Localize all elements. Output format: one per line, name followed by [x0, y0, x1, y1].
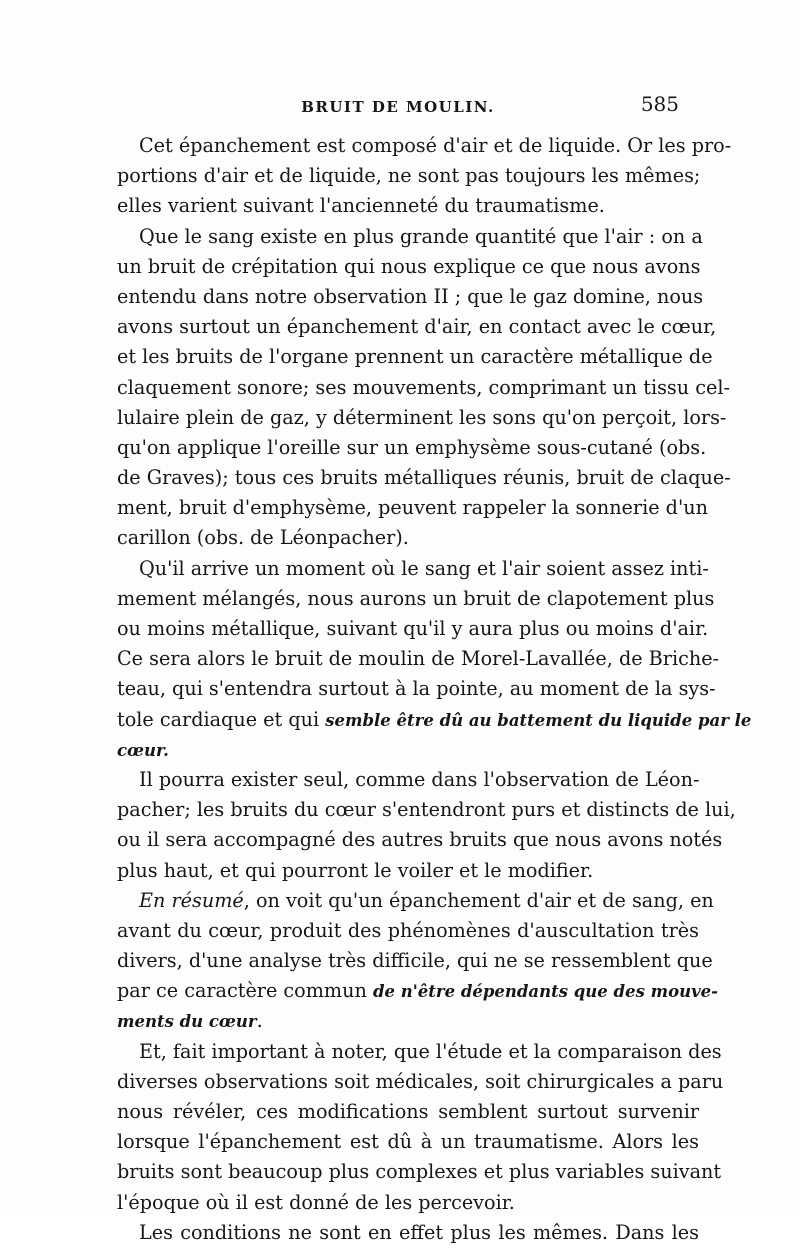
text-line: carillon (obs. de Léonpacher).: [117, 526, 409, 550]
text-line: diverses observations soit médicales, soit chirurgicales a paru: [117, 1069, 724, 1093]
italic-emphasis: ments du cœur: [117, 1012, 257, 1032]
text-line: portions d'air et de liquide, ne sont pas toujours les mêmes;: [117, 164, 701, 188]
text-line: Qu'il arrive un moment où le sang et l'air soient assez inti-: [139, 556, 709, 580]
text-line: lulaire plein de gaz, y déterminent les sons qu'on perçoit, lors-: [117, 405, 727, 429]
text-line: avons surtout un épanchement d'air, en contact avec le cœur,: [117, 315, 717, 339]
italic-emphasis: semble être dû au battement du liquide par le: [325, 710, 752, 730]
text-line: Ce sera alors le bruit de moulin de Morel-Lavallée, de Briche-: [117, 647, 720, 671]
text-line: lorsque l'épanchement est dû à un traumatisme. Alors les: [117, 1130, 699, 1154]
text-line: claquement sonore; ses mouvements, comprimant un tissu cel-: [117, 375, 730, 399]
text-line: ou il sera accompagné des autres bruits que nous avons notés: [117, 828, 723, 852]
page-number: 585: [640, 92, 679, 116]
text-line: ments du cœur.: [117, 1009, 263, 1033]
text-line: pacher; les bruits du cœur s'entendront purs et distincts de lui,: [117, 798, 736, 822]
text-line: mement mélangés, nous aurons un bruit de clapotement plus: [117, 586, 715, 610]
italic-emphasis: En résumé: [139, 888, 244, 912]
italic-emphasis: de n'être dépendants que des mouve-: [372, 982, 719, 1002]
text-line: bruits sont beaucoup plus complexes et plus variables suivant: [117, 1160, 722, 1184]
text-line: Il pourra exister seul, comme dans l'observation de Léon-: [139, 767, 700, 791]
text-line: l'époque où il est donné de les percevoir.: [117, 1190, 515, 1214]
text-line: qu'on applique l'oreille sur un emphysème sous-cutané (obs.: [117, 435, 707, 459]
text-line: ment, bruit d'emphysème, peuvent rappeler la sonnerie d'un: [117, 496, 708, 520]
text-line: En résumé, on voit qu'un épanchement d'air et de sang, en: [139, 888, 714, 912]
italic-emphasis: cœur.: [117, 740, 169, 760]
body-text: [117, 131, 752, 1248]
text-line: Que le sang existe en plus grande quantité que l'air : on a: [139, 224, 703, 248]
text-line: de Graves); tous ces bruits métalliques réunis, bruit de claque-: [117, 466, 731, 490]
text-line: entendu dans notre observation II ; que le gaz domine, nous: [117, 284, 704, 308]
text-line: tole cardiaque et qui semble être dû au battement du liquide par le: [117, 707, 752, 731]
text-line: divers, d'une analyse très difficile, qui ne se ressemblent que: [117, 949, 713, 973]
text-line: Et, fait important à noter, que l'étude et la comparaison des: [139, 1039, 722, 1063]
text-line: elles varient suivant l'ancienneté du traumatisme.: [117, 194, 605, 218]
text-line: [117, 735, 699, 765]
running-head: BRUIT DE MOULIN.: [301, 98, 495, 116]
text-line: ou moins métallique, suivant qu'il y aura plus ou moins d'air.: [117, 617, 709, 640]
text-line: un bruit de crépitation qui nous explique ce que nous avons: [117, 254, 701, 278]
text-line: et les bruits de l'organe prennent un caractère métallique de: [117, 345, 713, 369]
text-line: Les conditions ne sont en effet plus les mêmes. Dans les: [139, 1220, 699, 1244]
text-line: plus haut, et qui pourront le voiler et le modifier.: [117, 858, 594, 882]
page-header: [117, 92, 679, 120]
text-line: par ce caractère commun de n'être dépendants que des mouve-: [117, 979, 719, 1003]
text-line: teau, qui s'entendra surtout à la pointe, au moment de la sys-: [117, 677, 716, 701]
text-line: nous révéler, ces modifications semblent surtout survenir: [117, 1100, 699, 1123]
text-line: avant du cœur, produit des phénomènes d'auscultation très: [117, 918, 699, 942]
text-line: Cet épanchement est composé d'air et de liquide. Or les pro-: [139, 134, 732, 157]
